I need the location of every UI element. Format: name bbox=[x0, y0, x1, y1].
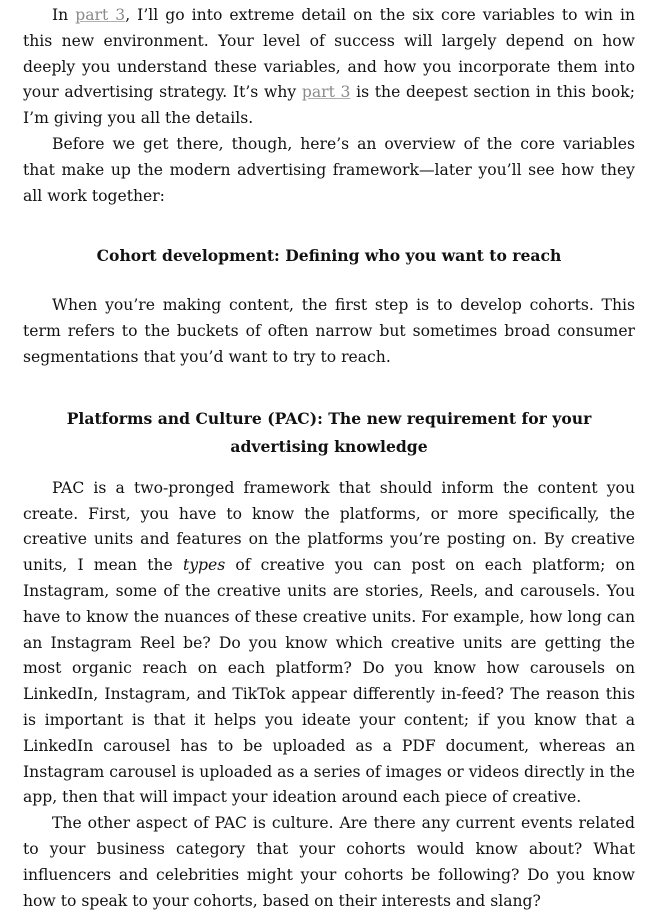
intro-text-start: In bbox=[52, 6, 76, 24]
cohort-paragraph: When you’re making content, the first step is to develop cohorts. This term refers to the buckets of often narrow but sometimes broad consumer segmentations that you’d want to try to reach. bbox=[23, 296, 635, 366]
pac-heading: Platforms and Culture (PAC): The new requirement for your advertising knowledge bbox=[66, 408, 592, 456]
pac-text-end: of creative you can post on each platform; on Instagram, some of the creative units are stories, Reels, and carousels. You have to know the nuances of these creative units. For example, how long can an Instagram Reel be? Do you know which creative units are getting the most organic reach on each platform? Do you know how carousels on LinkedIn, Instagram, and TikTok appear differently in-feed? The reason this is important is that it helps you ideate your content; if you know that a LinkedIn carousel has to be uploaded as a PDF document, whereas an Instagram carousel is uploaded as a series of images or videos directly in the app, then that will impact your ideation around each piece of creative. bbox=[23, 556, 635, 807]
intro-text-end: is the deepest section in this book; I’m giving you all the details. bbox=[23, 83, 635, 128]
pac-paragraph-1 bbox=[23, 476, 635, 811]
cohort-heading: Cohort development: Defining who you want to reach bbox=[96, 246, 562, 266]
intro-paragraph-1 bbox=[23, 3, 635, 132]
intro-paragraph-2: Before we get there, though, here’s an overview of the core variables that make up the modern advertising framework—later you’ll see how they all work together: bbox=[23, 134, 635, 205]
pac-emphasis-types: types bbox=[182, 556, 226, 575]
pac-text-start: PAC is a two-pronged framework that should inform the content you create. First, you have to know the platforms, or more specifically, the creative units and features on the platforms you’re posting on. By creative units, I mean the bbox=[23, 478, 635, 575]
intro-text-middle: , I’ll go into extreme detail on the six core variables to win in this new environment. Your level of success will largely depend on how deeply you understand these variables, and how you incorporate them into your advertising strategy. It’s why bbox=[23, 6, 635, 102]
book-page bbox=[23, 3, 635, 914]
pac-paragraph-2: The other aspect of PAC is culture. Are there any current events related to your business category that your cohorts would know about? What influencers and celebrities might your cohorts be following? Do you know how to speak to your cohorts, based on their interests and slang? bbox=[23, 814, 635, 910]
part-3-link-second[interactable]: part 3 bbox=[301, 83, 351, 102]
part-3-link[interactable]: part 3 bbox=[75, 6, 126, 24]
